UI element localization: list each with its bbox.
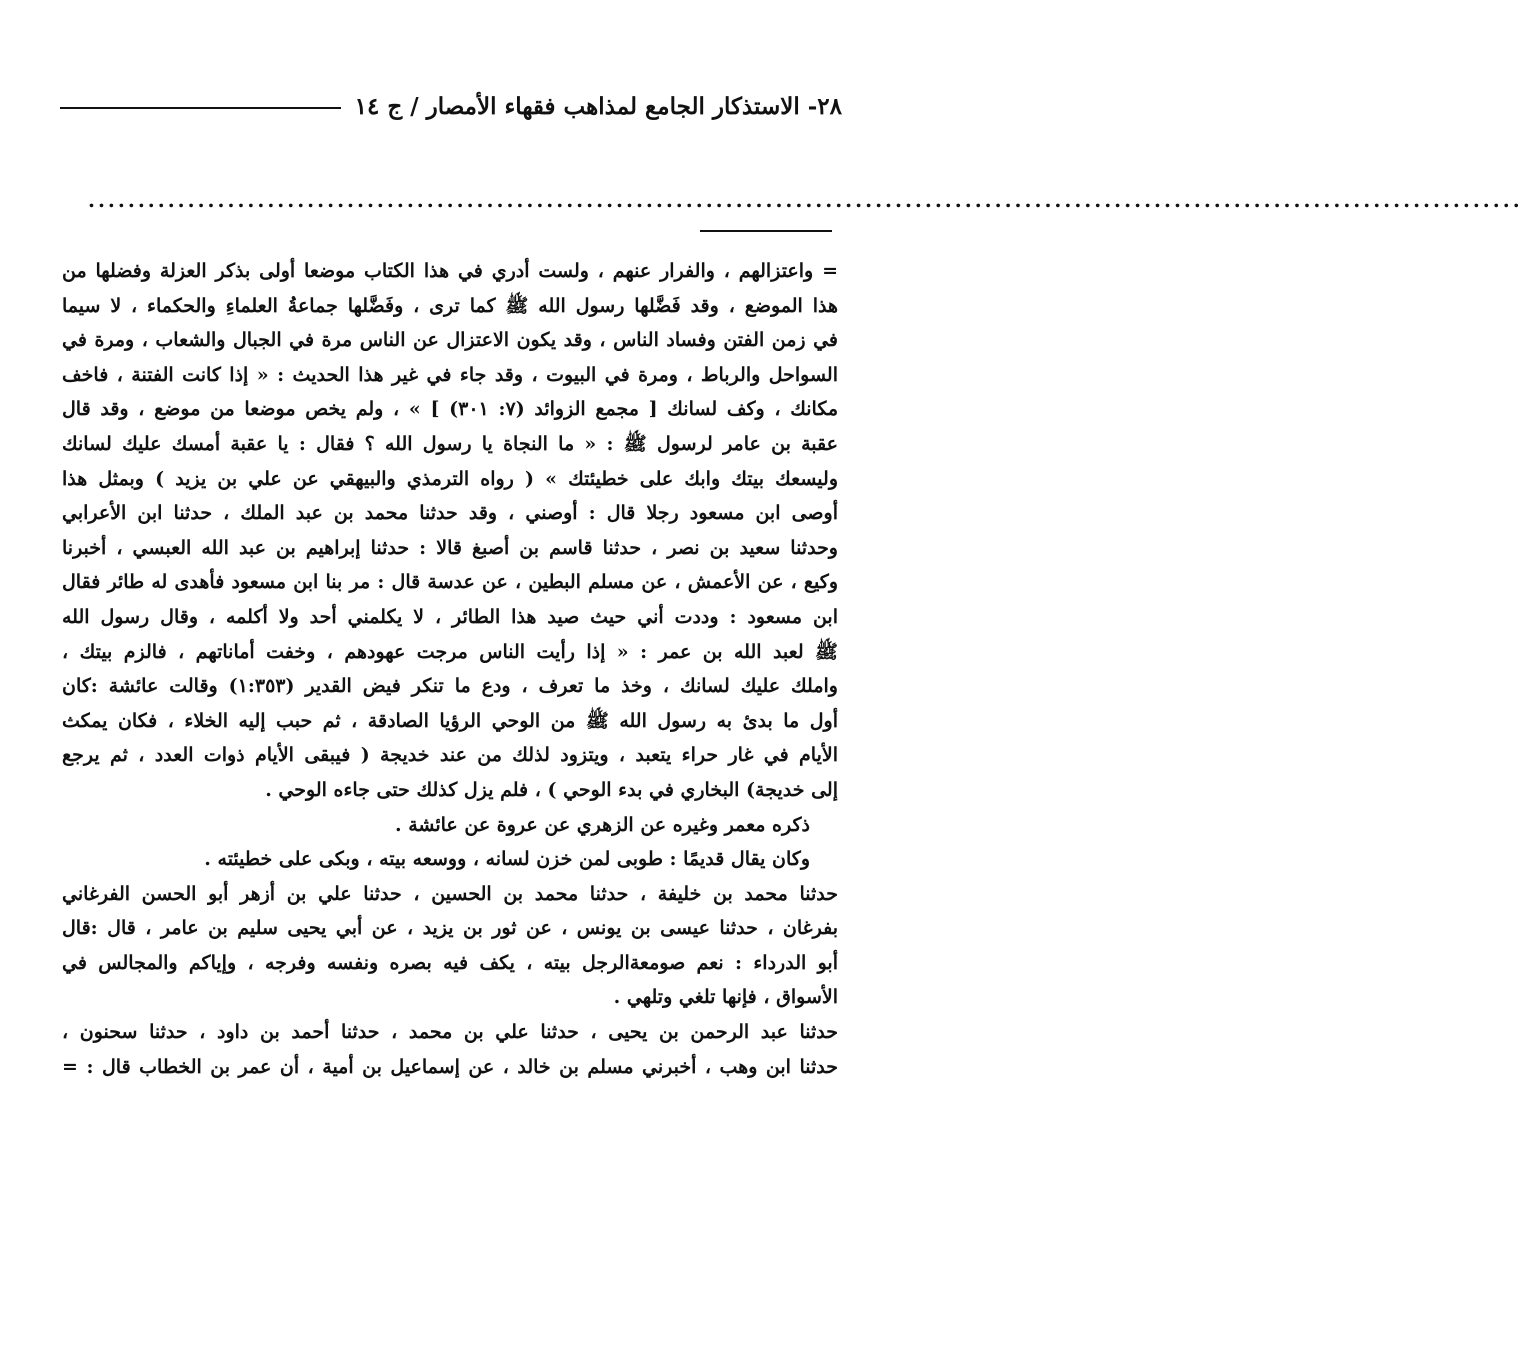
text-line: وحدثنا سعيد بن نصر ، حدثنا قاسم بن أصبغ قالا : حدثنا إبراهيم بن عبد الله العبسي ، أخبرنا bbox=[62, 536, 838, 559]
text-line: ابن مسعود : وددت أني حيث صيد هذا الطائر ، لا يكلمني أحد ولا أكلمه ، وقال رسول الله bbox=[62, 605, 838, 628]
text-line: حدثنا محمد بن خليفة ، حدثنا محمد بن الحسين ، حدثنا علي بن أزهر أبو الحسن الفرغاني bbox=[62, 882, 838, 905]
text-line: الأيام في غار حراء يتعبد ، ويتزود لذلك من عند خديجة ( فيبقى الأيام ذوات العدد ، ثم يرجع bbox=[62, 744, 838, 767]
text-line: ذكره معمر وغيره عن الزهري عن عروة عن عائشة . bbox=[394, 813, 810, 836]
text-line: هذا الموضع ، وقد فَضَّلها رسول الله ﷺ كما ترى ، وفَضَّلها جماعةُ العلماءِ والحكماء ، لا سيما bbox=[62, 294, 838, 317]
footnote-rule bbox=[700, 230, 832, 232]
text-line: أوصى ابن مسعود رجلا قال : أوصني ، وقد حدثنا محمد بن عبد الملك ، حدثنا ابن الأعرابي bbox=[62, 502, 838, 525]
running-title: ٢٨- الاستذكار الجامع لمذاهب فقهاء الأمصار / ج ١٤ bbox=[354, 92, 842, 120]
text-line: إلى خديجة) البخاري في بدء الوحي ) ، فلم يزل كذلك حتى جاءه الوحي . bbox=[265, 778, 838, 801]
body-text bbox=[62, 254, 838, 1084]
text-line: وكان يقال قديمًا : طوبى لمن خزن لسانه ، ووسعه بيته ، وبكى على خطيئته . bbox=[204, 848, 810, 871]
header-rule bbox=[60, 107, 341, 109]
dotted-separator: ................................................................................................................................................ bbox=[88, 188, 1523, 212]
text-line: بفرغان ، حدثنا عيسى بن يونس ، عن ثور بن يزيد ، عن أبي يحيى سليم بن عامر ، قال :قال bbox=[62, 917, 838, 940]
text-line: وليسعك بيتك وابك على خطيئتك » ( رواه الترمذي والبيهقي عن علي بن يزيد ) وبمثل هذا bbox=[62, 467, 838, 490]
text-line: حدثنا عبد الرحمن بن يحيى ، حدثنا علي بن محمد ، حدثنا أحمد بن داود ، حدثنا سحنون ، bbox=[62, 1021, 838, 1044]
text-line: أبو الدرداء : نعم صومعةالرجل بيته ، يكف فيه بصره ونفسه وفرجه ، وإياكم والمجالس في bbox=[62, 951, 838, 974]
text-line: الأسواق ، فإنها تلغي وتلهي . bbox=[613, 986, 838, 1009]
running-header bbox=[60, 86, 842, 126]
text-line: السواحل والرباط ، ومرة في البيوت ، وقد جاء في غير هذا الحديث : « إذا كانت الفتنة ، فاخف bbox=[62, 363, 838, 386]
text-line: مكانك ، وكف لسانك [ مجمع الزوائد (٧: ٣٠١) ] » ، ولم يخص موضعا من موضع ، وقد قال bbox=[62, 398, 838, 421]
text-line: واملك عليك لسانك ، وخذ ما تعرف ، ودع ما تنكر فيض القدير (١:٣٥٣) وقالت عائشة :كان bbox=[62, 675, 838, 698]
text-line: وكيع ، عن الأعمش ، عن مسلم البطين ، عن عدسة قال : مر بنا ابن مسعود فأهدى له طائر فقال bbox=[62, 571, 838, 594]
text-line: ﷺ لعبد الله بن عمر : « إذا رأيت الناس مرجت عهودهم ، وخفت أماناتهم ، فالزم بيتك ، bbox=[62, 640, 838, 663]
text-line: أول ما بدئ به رسول الله ﷺ من الوحي الرؤيا الصادقة ، ثم حبب إليه الخلاء ، فكان يمكث bbox=[62, 709, 838, 732]
text-line: عقبة بن عامر لرسول ﷺ : « ما النجاة يا رسول الله ؟ فقال : يا عقبة أمسك عليك لسانك bbox=[62, 432, 838, 455]
text-line: حدثنا ابن وهب ، أخبرني مسلم بن خالد ، عن إسماعيل بن أمية ، أن عمر بن الخطاب قال : = bbox=[62, 1055, 838, 1078]
text-line: = واعتزالهم ، والفرار عنهم ، ولست أدري في هذا الكتاب موضعا أولى بذكر العزلة وفضلها من bbox=[62, 260, 838, 282]
text-line: في زمن الفتن وفساد الناس ، وقد يكون الاعتزال عن الناس مرة في الجبال والشعاب ، ومرة في bbox=[62, 329, 838, 352]
